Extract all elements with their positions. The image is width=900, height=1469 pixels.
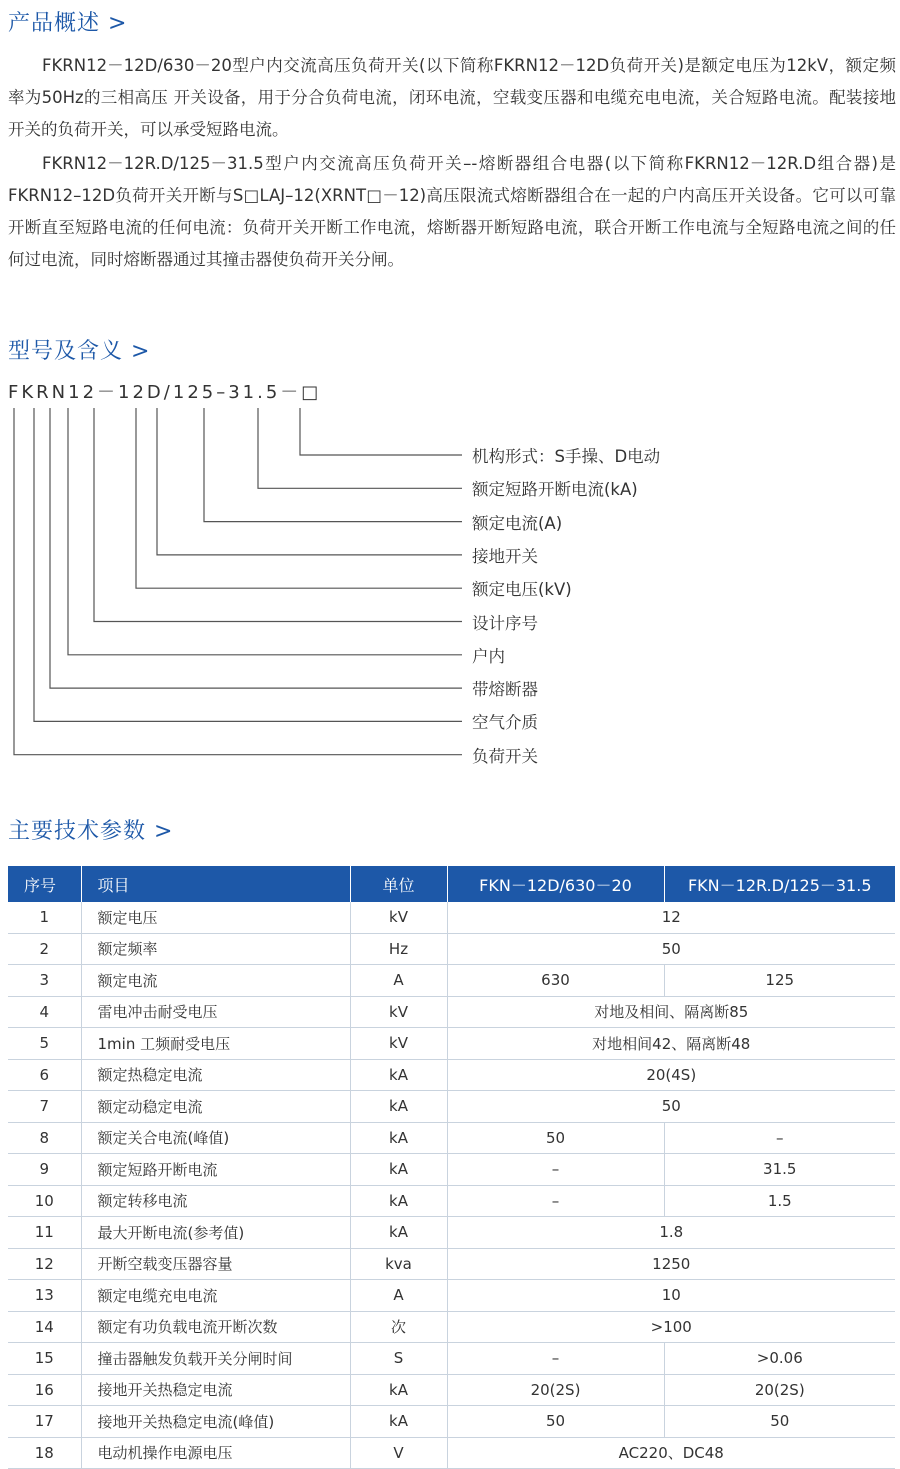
cell-no: 1: [8, 902, 81, 933]
diagram-label: 额定短路开断电流(kA): [472, 480, 638, 500]
diagram-leader-line: [68, 408, 462, 655]
cell-no: 9: [8, 1154, 81, 1186]
section-heading-overview: 产品概述 >: [8, 11, 128, 36]
table-row: [8, 1280, 895, 1312]
cell-value-b: 31.5: [664, 1154, 895, 1186]
diagram-leader-line: [300, 408, 462, 455]
overview-paragraph-2: FKRN12－12R.D/125－31.5型户内交流高压负荷开关–-熔断器组合电器(以下简称FKRN12－12R.D组合器)是FKRN12–12D负荷开关开断与S□LAJ–12(XRNT□－12)高压限流式熔断器组合在一起的户内高压开关设备。它可以可靠开断直至短路电流的任何电流：负荷开关开断工作电流，熔断器开断短路电流，联合开断工作电流与全短路电流之间的任何过电流，同时熔断器通过其撞击器使负荷开关分闸。: [8, 154, 896, 269]
cell-unit: 次: [350, 1311, 447, 1343]
table-row: [8, 1343, 895, 1375]
table-row: [8, 1028, 895, 1060]
cell-unit: kva: [350, 1248, 447, 1280]
table-row: [8, 996, 895, 1028]
cell-unit: S: [350, 1343, 447, 1375]
cell-no: 10: [8, 1185, 81, 1217]
cell-item: 撞击器触发负载开关分闸时间: [81, 1343, 350, 1375]
cell-unit: kA: [350, 1374, 447, 1406]
cell-item: 开断空载变压器容量: [81, 1248, 350, 1280]
table-row: [8, 1311, 895, 1343]
table-row: [8, 965, 895, 997]
cell-value-b: –: [664, 1122, 895, 1154]
header-unit: 单位: [350, 866, 447, 902]
cell-no: 8: [8, 1122, 81, 1154]
cell-value-a: 20(2S): [447, 1374, 664, 1406]
cell-value-a: –: [447, 1185, 664, 1217]
cell-no: 15: [8, 1343, 81, 1375]
cell-unit: A: [350, 1280, 447, 1312]
cell-unit: kV: [350, 1028, 447, 1060]
cell-value-a: –: [447, 1154, 664, 1186]
cell-no: 2: [8, 933, 81, 965]
cell-value: 10: [447, 1280, 895, 1312]
table-row: [8, 1374, 895, 1406]
cell-value-a: 50: [447, 1406, 664, 1438]
cell-no: 16: [8, 1374, 81, 1406]
cell-no: 13: [8, 1280, 81, 1312]
cell-no: 12: [8, 1248, 81, 1280]
overview-paragraph-1: FKRN12－12D/630－20型户内交流高压负荷开关(以下简称FKRN12－12D负荷开关)是额定电压为12kV，额定频率为50Hz的三相高压 开关设备，用于分合负荷电流，闭环电流，空载变压器和电缆充电电流，关合短路电流。配装接地开关的负荷开关，可以承受短路电流。: [8, 56, 896, 139]
cell-value-b: 20(2S): [664, 1374, 895, 1406]
header-item: 项目: [81, 866, 350, 902]
cell-item: 1min 工频耐受电压: [81, 1028, 350, 1060]
cell-item: 接地开关热稳定电流(峰值): [81, 1406, 350, 1438]
cell-item: 额定热稳定电流: [81, 1059, 350, 1091]
diagram-label: 带熔断器: [472, 680, 538, 700]
cell-no: 7: [8, 1091, 81, 1123]
cell-item: 最大开断电流(参考值): [81, 1217, 350, 1249]
cell-item: 额定频率: [81, 933, 350, 965]
model-breakdown-diagram: [0, 400, 900, 770]
diagram-leader-line: [50, 408, 462, 688]
diagram-leader-line: [258, 408, 462, 488]
model-code: FKRN12－12D/125–31.5－□: [8, 382, 322, 403]
table-row: [8, 902, 895, 933]
cell-unit: kA: [350, 1059, 447, 1091]
specs-table: [8, 866, 895, 1469]
cell-value-b: 1.5: [664, 1185, 895, 1217]
cell-unit: A: [350, 965, 447, 997]
section-heading-model: 型号及含义 >: [8, 339, 151, 364]
cell-item: 额定关合电流(峰值): [81, 1122, 350, 1154]
cell-value: 12: [447, 902, 895, 933]
cell-item: 额定电压: [81, 902, 350, 933]
cell-value-b: 50: [664, 1406, 895, 1438]
cell-item: 额定电缆充电电流: [81, 1280, 350, 1312]
cell-item: 额定有功负载电流开断次数: [81, 1311, 350, 1343]
header-model-a: FKN－12D/630－20: [447, 866, 664, 902]
cell-item: 额定电流: [81, 965, 350, 997]
diagram-label: 机构形式：S手操、D电动: [472, 447, 661, 466]
cell-unit: kA: [350, 1122, 447, 1154]
cell-no: 4: [8, 996, 81, 1028]
diagram-label: 额定电流(A): [472, 513, 563, 533]
table-row: [8, 933, 895, 965]
section-heading-specs: 主要技术参数 >: [8, 819, 174, 844]
cell-value-a: –: [447, 1343, 664, 1375]
cell-no: 18: [8, 1437, 81, 1469]
cell-value: AC220、DC48: [447, 1437, 895, 1469]
table-row: [8, 1217, 895, 1249]
cell-item: 额定动稳定电流: [81, 1091, 350, 1123]
cell-value-a: 630: [447, 965, 664, 997]
cell-value: 50: [447, 1091, 895, 1123]
cell-item: 额定转移电流: [81, 1185, 350, 1217]
cell-value: 20(4S): [447, 1059, 895, 1091]
cell-item: 雷电冲击耐受电压: [81, 996, 350, 1028]
cell-unit: kA: [350, 1091, 447, 1123]
table-row: [8, 1059, 895, 1091]
cell-unit: kA: [350, 1406, 447, 1438]
cell-unit: kV: [350, 902, 447, 933]
diagram-label: 接地开关: [472, 546, 538, 566]
cell-item: 电动机操作电源电压: [81, 1437, 350, 1469]
table-row: [8, 1406, 895, 1438]
diagram-leader-line: [136, 408, 462, 588]
cell-no: 11: [8, 1217, 81, 1249]
cell-unit: V: [350, 1437, 447, 1469]
header-no: 序号: [8, 866, 81, 902]
cell-value-b: 125: [664, 965, 895, 997]
cell-unit: kA: [350, 1154, 447, 1186]
cell-item: 接地开关热稳定电流: [81, 1374, 350, 1406]
cell-no: 17: [8, 1406, 81, 1438]
table-row: [8, 1248, 895, 1280]
diagram-leader-line: [94, 408, 462, 622]
diagram-label: 户内: [472, 646, 505, 666]
cell-unit: kV: [350, 996, 447, 1028]
cell-value: 50: [447, 933, 895, 965]
diagram-leader-line: [14, 408, 462, 755]
diagram-label: 空气介质: [472, 713, 538, 733]
table-row: [8, 1122, 895, 1154]
cell-no: 6: [8, 1059, 81, 1091]
table-row: [8, 1154, 895, 1186]
cell-value-a: 50: [447, 1122, 664, 1154]
cell-unit: kA: [350, 1217, 447, 1249]
cell-no: 3: [8, 965, 81, 997]
diagram-label: 负荷开关: [472, 746, 538, 766]
diagram-label: 设计序号: [472, 613, 538, 633]
cell-item: 额定短路开断电流: [81, 1154, 350, 1186]
cell-unit: Hz: [350, 933, 447, 965]
cell-no: 14: [8, 1311, 81, 1343]
cell-value: 对地相间42、隔离断48: [447, 1028, 895, 1060]
table-row: [8, 1091, 895, 1123]
header-model-b: FKN－12R.D/125－31.5: [664, 866, 895, 902]
table-row: [8, 1185, 895, 1217]
cell-unit: kA: [350, 1185, 447, 1217]
diagram-leader-line: [204, 408, 462, 522]
diagram-label: 额定电压(kV): [472, 580, 572, 600]
specs-header-row: [8, 866, 895, 902]
cell-value-b: >0.06: [664, 1343, 895, 1375]
cell-value: 对地及相间、隔离断85: [447, 996, 895, 1028]
diagram-leader-line: [157, 408, 462, 555]
cell-value: 1.8: [447, 1217, 895, 1249]
cell-value: 1250: [447, 1248, 895, 1280]
cell-no: 5: [8, 1028, 81, 1060]
cell-value: >100: [447, 1311, 895, 1343]
